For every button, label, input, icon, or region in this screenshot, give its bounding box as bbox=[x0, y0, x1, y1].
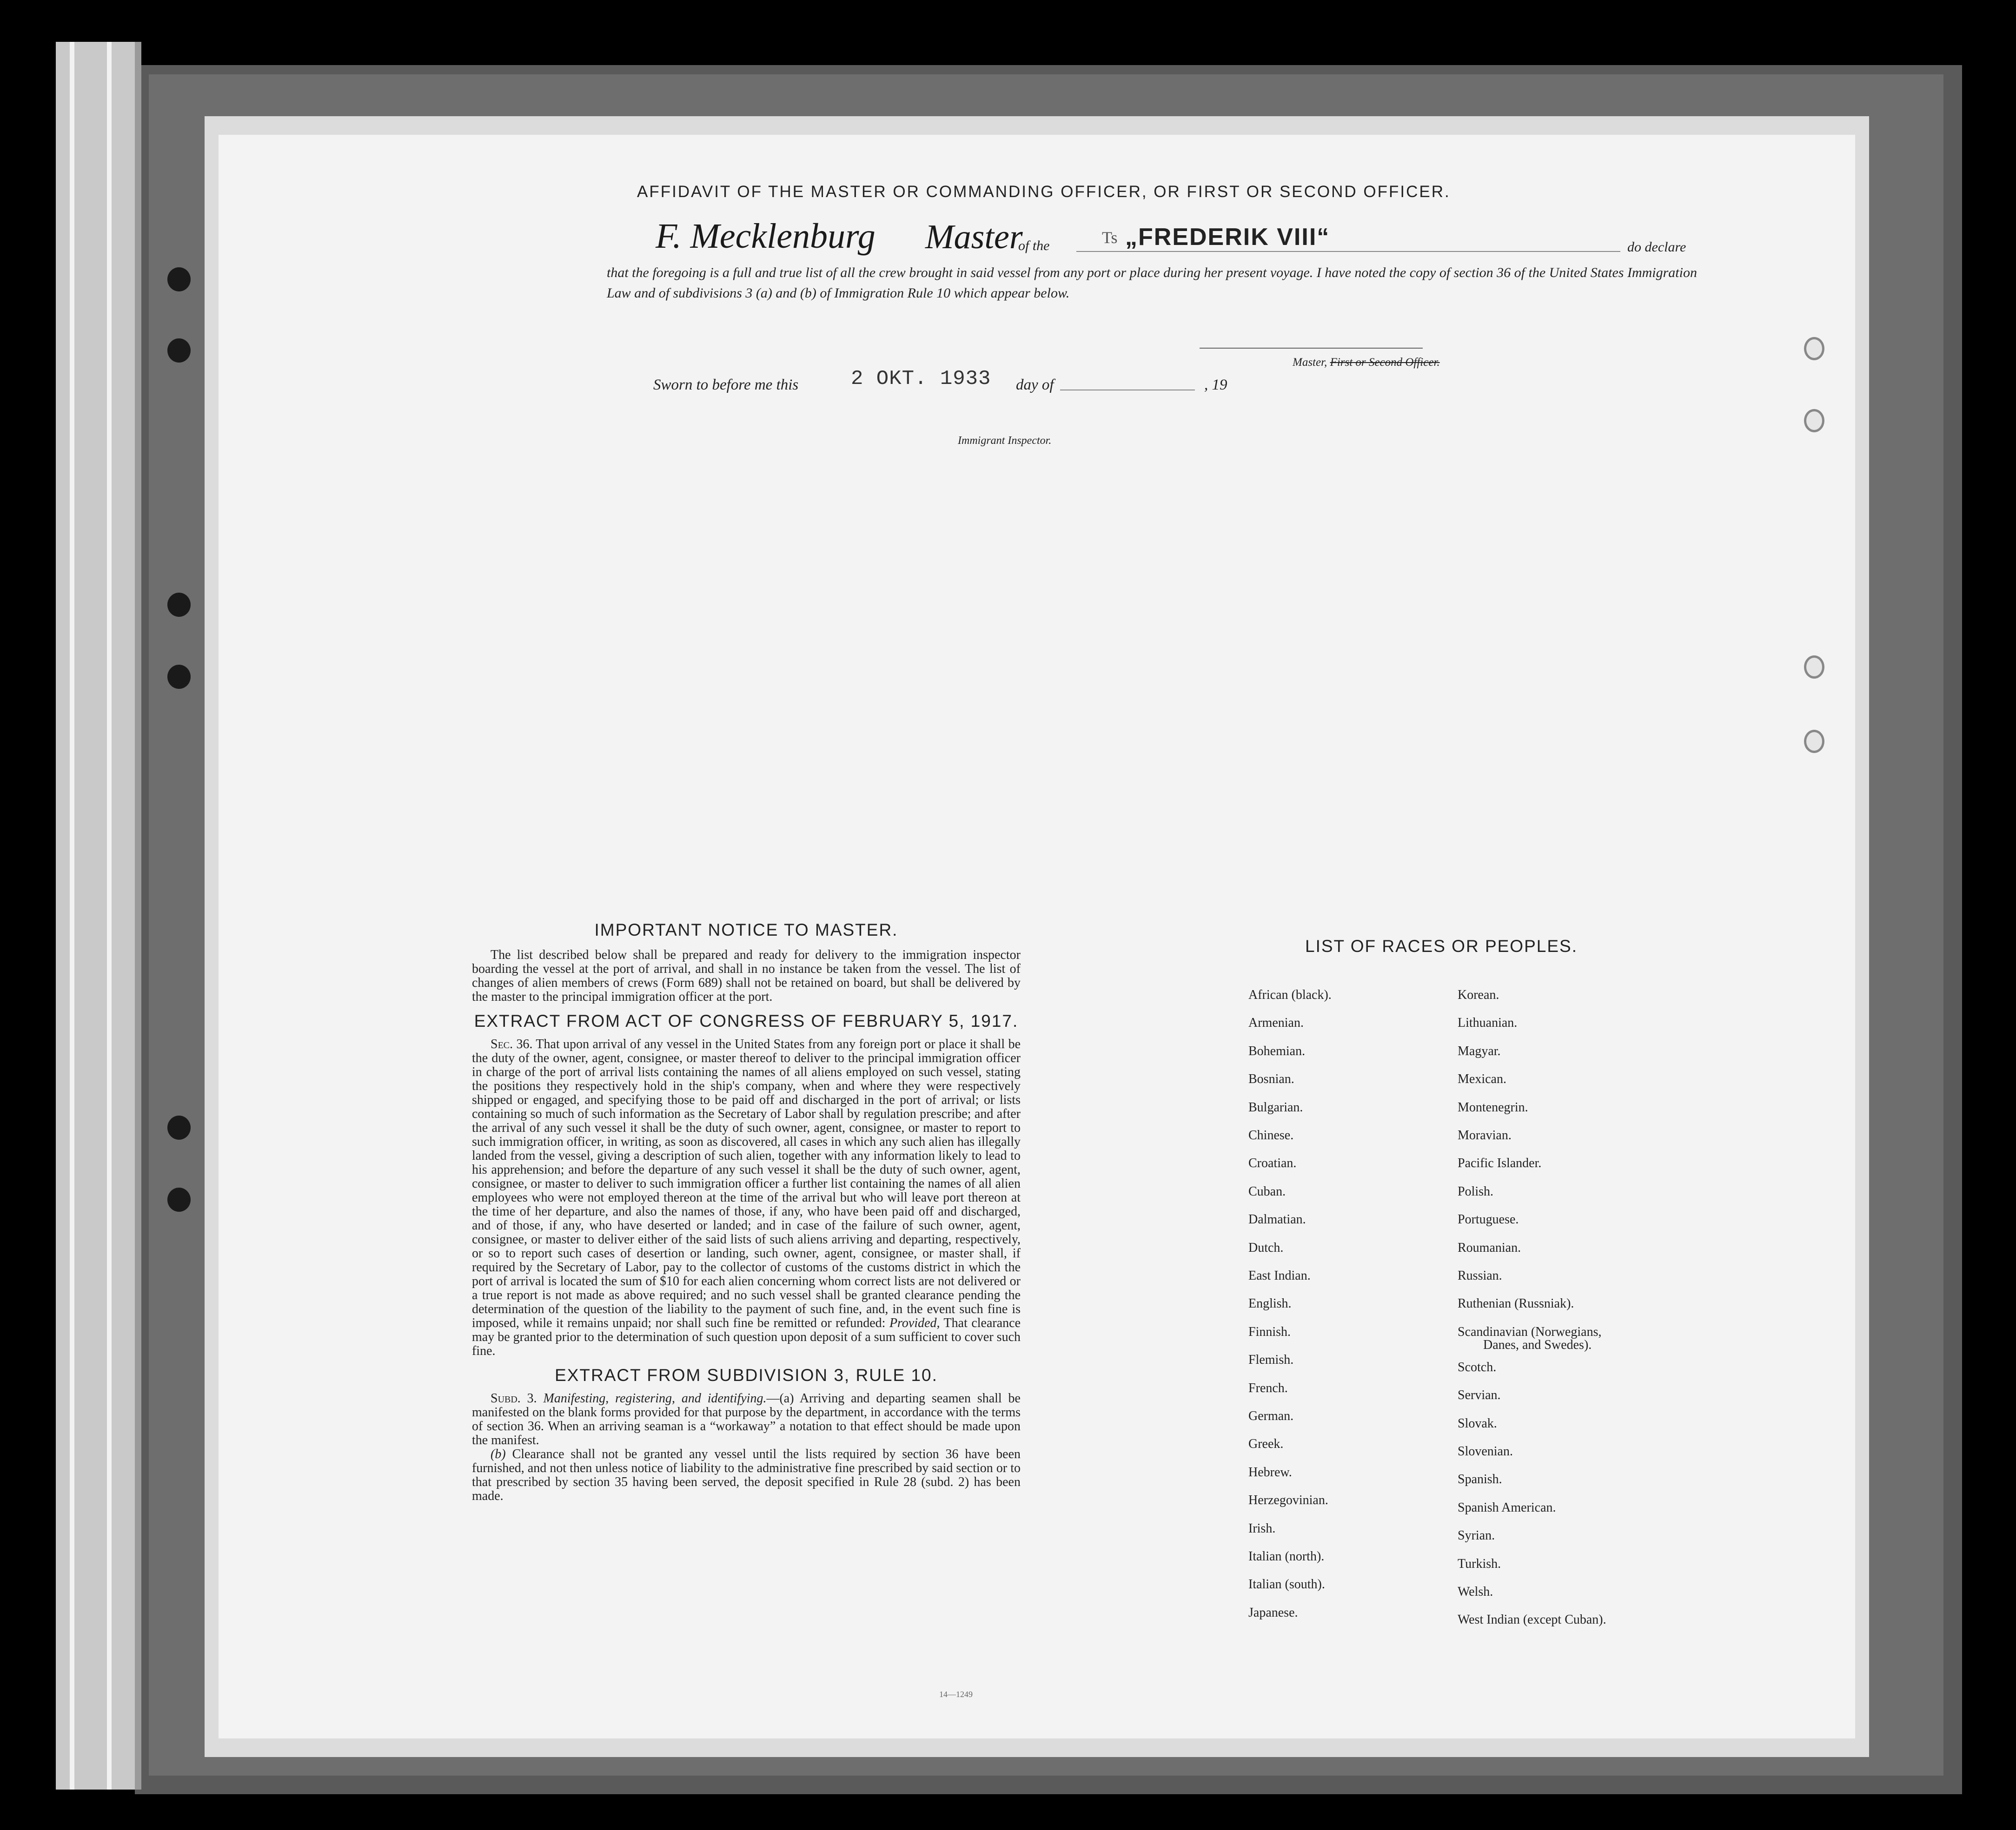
sec-label: Sec. 36. bbox=[491, 1037, 533, 1051]
punch-hole bbox=[167, 665, 191, 689]
of-the-label: of the bbox=[1018, 238, 1050, 253]
race-item: Spanish American. bbox=[1458, 1500, 1556, 1515]
punch-hole bbox=[167, 1116, 191, 1140]
punch-hole-ring bbox=[1804, 337, 1824, 360]
punch-hole bbox=[167, 593, 191, 617]
race-item: Polish. bbox=[1458, 1184, 1494, 1199]
race-item: Dalmatian. bbox=[1248, 1212, 1306, 1227]
ship-name-line bbox=[1076, 251, 1620, 252]
race-item: Greek. bbox=[1248, 1437, 1284, 1452]
race-item: Scotch. bbox=[1458, 1360, 1497, 1374]
race-item: Scandinavian (Norwegians, bbox=[1458, 1324, 1602, 1339]
extract-rule-title: EXTRACT FROM SUBDIVISION 3, RULE 10. bbox=[555, 1366, 938, 1385]
race-item: Portuguese. bbox=[1458, 1212, 1519, 1227]
race-item: Bulgarian. bbox=[1248, 1100, 1303, 1115]
race-item: Slovenian. bbox=[1458, 1444, 1513, 1459]
date-stamp: 2 OKT. 1933 bbox=[851, 367, 991, 390]
race-item: Finnish. bbox=[1248, 1324, 1291, 1339]
race-item: Roumanian. bbox=[1458, 1240, 1521, 1255]
punch-hole bbox=[167, 267, 191, 291]
race-item: Russian. bbox=[1458, 1268, 1502, 1283]
sec-body: That upon arrival of any vessel in the United States from any foreign port or place it shall be the duty of the owner, agent, consignee, or master thereof to deliver to the principal immigration officer in charge of the port of arrival lists containing the names of all aliens employed on such vessel, stating the positions they respectively hold in the ship's company, when and where they were respectively shipped or engaged, and specifying those to be paid off and discharged in the port of arrival; or lists containing so much of such information as the Secretary of Labor shall by regulation prescribe; and after the arrival of any such vessel it shall be the duty of such owner, agent, consignee, or master to report to such immigration officer, in writing, as soon as discovered, all cases in which any such alien has illegally landed from the vessel, giving a description of such alien, together with any information likely to lead to his apprehension; and before the departure of any such vessel it shall be the duty of such owner, agent, consignee, or master to deliver to such immigration officer a further list containing the names of all alien employees who were not employed thereon at the time of the arrival but who will leave port thereon at the time of her departure, and also the names of those, if any, who have been paid off and discharged, and of those, if any, who have deserted or landed; and in case of the failure of such owner, agent, consignee, or master to deliver either of the said lists of such aliens arriving and departing, respectively, or so to report such cases of desertion or landing, such owner, agent, consignee, or master shall, if required by the Secretary of Labor, pay to the collector of customs of the customs district in which the port of arrival is located the sum of $10 for each alien concerning whom correct lists are not delivered or a true report is not made as above required; and no such vessel shall be granted clearance pending the determination of the question of the liability to the payment of such fine, and, in the event such fine is imposed, while it remains unpaid; nor shall such fine be remitted or refunded: bbox=[472, 1037, 1021, 1330]
race-item: West Indian (except Cuban). bbox=[1458, 1612, 1606, 1627]
race-item: Korean. bbox=[1458, 988, 1499, 1002]
race-item: Dutch. bbox=[1248, 1240, 1284, 1255]
race-item: Chinese. bbox=[1248, 1128, 1294, 1143]
punch-hole-ring bbox=[1804, 730, 1824, 753]
race-item: Bosnian. bbox=[1248, 1072, 1294, 1087]
race-item: Slovak. bbox=[1458, 1416, 1497, 1431]
punch-hole bbox=[167, 338, 191, 363]
rule-para-b bbox=[472, 1447, 1021, 1503]
race-item: Moravian. bbox=[1458, 1128, 1512, 1143]
subd-label: Subd. 3. bbox=[491, 1391, 537, 1406]
subd-heading: Manifesting, registering, and identifying. bbox=[543, 1391, 767, 1406]
notice-column bbox=[472, 920, 1021, 1503]
year-prefix: , 19 bbox=[1204, 377, 1227, 393]
race-item: Bohemian. bbox=[1248, 1044, 1306, 1058]
master-signature: F. Mecklenburg bbox=[656, 217, 875, 256]
ship-name: „FREDERIK VIII“ bbox=[1125, 224, 1330, 251]
race-item: Lithuanian. bbox=[1458, 1016, 1518, 1031]
inspector-label: Immigrant Inspector. bbox=[958, 435, 1052, 447]
race-item: Welsh. bbox=[1458, 1585, 1493, 1599]
race-item: Danes, and Swedes). bbox=[1483, 1337, 1592, 1352]
race-item: Servian. bbox=[1458, 1388, 1501, 1403]
race-item: German. bbox=[1248, 1409, 1294, 1423]
rule-para-a bbox=[472, 1392, 1021, 1447]
struck-officer-label: First or Second Officer. bbox=[1330, 356, 1440, 369]
provided-label: Provided, bbox=[889, 1316, 940, 1330]
signature-line bbox=[1200, 348, 1423, 349]
spine-line bbox=[107, 42, 112, 1790]
race-item: Irish. bbox=[1248, 1521, 1276, 1536]
race-item: Italian (south). bbox=[1248, 1577, 1325, 1592]
punch-hole bbox=[167, 1188, 191, 1212]
affidavit-title: AFFIDAVIT OF THE MASTER OR COMMANDING OFFICER, OR FIRST OR SECOND OFFICER. bbox=[637, 183, 1451, 201]
race-item: English. bbox=[1248, 1296, 1292, 1311]
punch-hole-ring bbox=[1804, 409, 1824, 432]
race-item: African (black). bbox=[1248, 988, 1332, 1002]
sec-body-end: That clearance may be granted prior to the determination of such question upon deposit of a sum sufficient to cover such fine. bbox=[472, 1316, 1021, 1358]
extract-act-body bbox=[472, 1037, 1021, 1358]
race-item: Montenegrin. bbox=[1458, 1100, 1528, 1115]
race-item: Mexican. bbox=[1458, 1072, 1506, 1087]
sworn-label: Sworn to before me this bbox=[653, 377, 799, 393]
race-item: Turkish. bbox=[1458, 1556, 1501, 1571]
race-item: Magyar. bbox=[1458, 1044, 1501, 1058]
race-item: Pacific Islander. bbox=[1458, 1156, 1542, 1171]
race-item: Flemish. bbox=[1248, 1353, 1294, 1368]
race-item: Syrian. bbox=[1458, 1528, 1495, 1543]
rule-b-text: Clearance shall not be granted any vessel until the lists required by section 36 have been furnished, and not then unless notice of liability to the administrative fine prescribed by said section or to that prescribed by section 35 having been served, the deposit specified in Rule 28 (subd. 2) has been made. bbox=[472, 1447, 1021, 1503]
ship-prefix: Ts bbox=[1102, 228, 1118, 247]
handwritten-master: Master bbox=[925, 218, 1023, 256]
day-of-label: day of bbox=[1016, 377, 1054, 393]
rule-a-text: —(a) Arriving and departing seamen shall be manifested on the blank forms provided for that purpose by the department, in accordance with the terms of section 36. When an arriving seaman is a “workaway” a notation to that effect should be made upon the manifest. bbox=[472, 1391, 1021, 1447]
extract-act-title: EXTRACT FROM ACT OF CONGRESS OF FEBRUARY 5, 1917. bbox=[474, 1011, 1019, 1031]
rule-b-label: (b) bbox=[491, 1447, 506, 1461]
race-item: Ruthenian (Russniak). bbox=[1458, 1296, 1574, 1311]
race-item: Croatian. bbox=[1248, 1156, 1297, 1171]
notice-body: The list described below shall be prepared and ready for delivery to the immigration inspector boarding the vessel at the port of arrival, and shall in no instance be taken from the vessel. The list of changes of alien members of crews (Form 689) shall not be retained on board, but shall be delivered by the master to the principal immigration officer at the port. bbox=[472, 948, 1021, 1004]
manifest-page bbox=[219, 135, 1855, 1738]
race-item: Armenian. bbox=[1248, 1016, 1304, 1031]
officer-label bbox=[1293, 356, 1440, 369]
do-declare-label: do declare bbox=[1627, 239, 1686, 255]
race-item: Spanish. bbox=[1458, 1472, 1502, 1487]
race-item: Herzegovinian. bbox=[1248, 1493, 1328, 1508]
spine-line bbox=[70, 42, 74, 1790]
declaration-text: that the foregoing is a full and true list of all the crew brought in said vessel from any port or place during her present voyage. I have noted the copy of section 36 of the United States Immigration Law and of subdivisions 3 (a) and (b) of Immigration Rule 10 which appear below. bbox=[607, 265, 1697, 301]
form-number: 14—1249 bbox=[939, 1690, 973, 1699]
notice-title: IMPORTANT NOTICE TO MASTER. bbox=[594, 920, 898, 939]
master-label: Master, bbox=[1293, 356, 1327, 369]
race-item: Cuban. bbox=[1248, 1184, 1286, 1199]
race-item: East Indian. bbox=[1248, 1268, 1311, 1283]
races-title: LIST OF RACES OR PEOPLES. bbox=[1305, 937, 1578, 956]
binder-spine bbox=[56, 42, 141, 1790]
punch-hole-ring bbox=[1804, 655, 1824, 679]
race-item: Italian (north). bbox=[1248, 1549, 1325, 1564]
race-item: French. bbox=[1248, 1381, 1288, 1395]
race-item: Hebrew. bbox=[1248, 1465, 1292, 1480]
race-item: Japanese. bbox=[1248, 1605, 1298, 1620]
